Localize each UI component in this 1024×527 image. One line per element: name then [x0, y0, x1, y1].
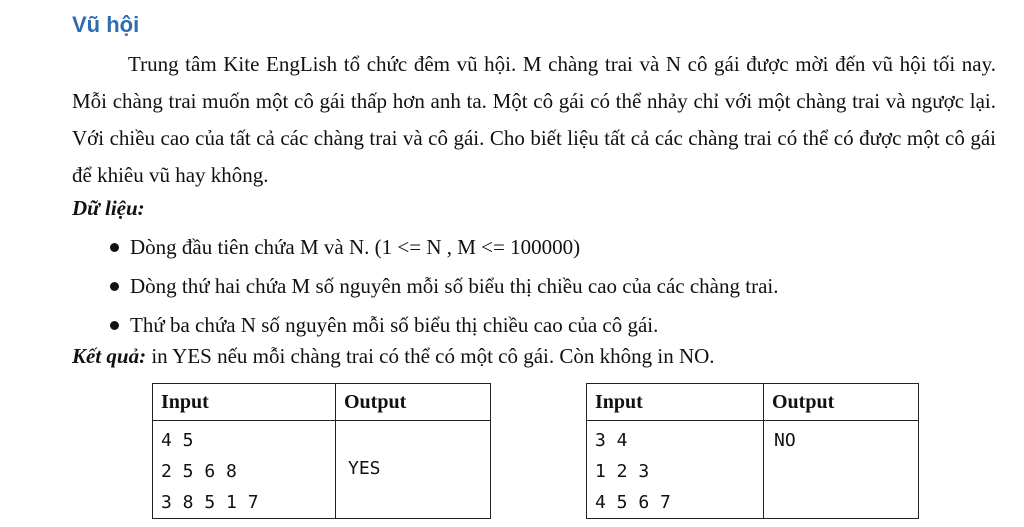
- input-line: 3 8 5 1 7: [161, 492, 259, 513]
- input-line: 4 5 6 7: [595, 492, 671, 513]
- data-heading: Dữ liệu:: [72, 196, 145, 220]
- input-cell: [153, 421, 336, 519]
- example-table-1: [152, 383, 491, 519]
- output-value: NO: [774, 430, 796, 451]
- input-spec-list: [110, 228, 779, 345]
- input-line: 1 2 3: [595, 461, 650, 482]
- output-header: Output: [764, 384, 919, 421]
- input-header: Input: [153, 384, 336, 421]
- output-header: Output: [336, 384, 491, 421]
- input-line: 2 5 6 8: [161, 461, 237, 482]
- example-table-2: [586, 383, 919, 519]
- input-spec-item: Dòng thứ hai chứa M số nguyên mỗi số biểu thị chiều cao của các chàng trai.: [110, 267, 779, 306]
- input-header: Input: [587, 384, 764, 421]
- input-cell: [587, 421, 764, 519]
- problem-statement: Trung tâm Kite EngLish tổ chức đêm vũ hội. M chàng trai và N cô gái được mời đến vũ hội tối nay. Mỗi chàng trai muốn một cô gái thấp hơn anh ta. Một cô gái có thể nhảy chỉ với một chàng trai và ngược lại. Với chiều cao của tất cả các chàng trai và cô gái. Cho biết liệu tất cả các chàng trai có thể có được một cô gái để khiêu vũ hay không.: [72, 52, 996, 187]
- input-line: 4 5: [161, 430, 194, 451]
- input-spec-item: Dòng đầu tiên chứa M và N. (1 <= N , M <= 100000): [110, 228, 779, 267]
- result-text: in YES nếu mỗi chàng trai có thể có một cô gái. Còn không in NO.: [146, 344, 715, 368]
- problem-title: Vũ hội: [72, 12, 140, 37]
- output-value: YES: [348, 458, 381, 479]
- input-line: 3 4: [595, 430, 628, 451]
- result-label: Kết quả:: [72, 344, 147, 368]
- output-cell: [336, 421, 491, 519]
- input-spec-item: Thứ ba chứa N số nguyên mỗi số biểu thị chiều cao của cô gái.: [110, 306, 779, 345]
- result-line: [72, 344, 715, 369]
- output-cell: [764, 421, 919, 519]
